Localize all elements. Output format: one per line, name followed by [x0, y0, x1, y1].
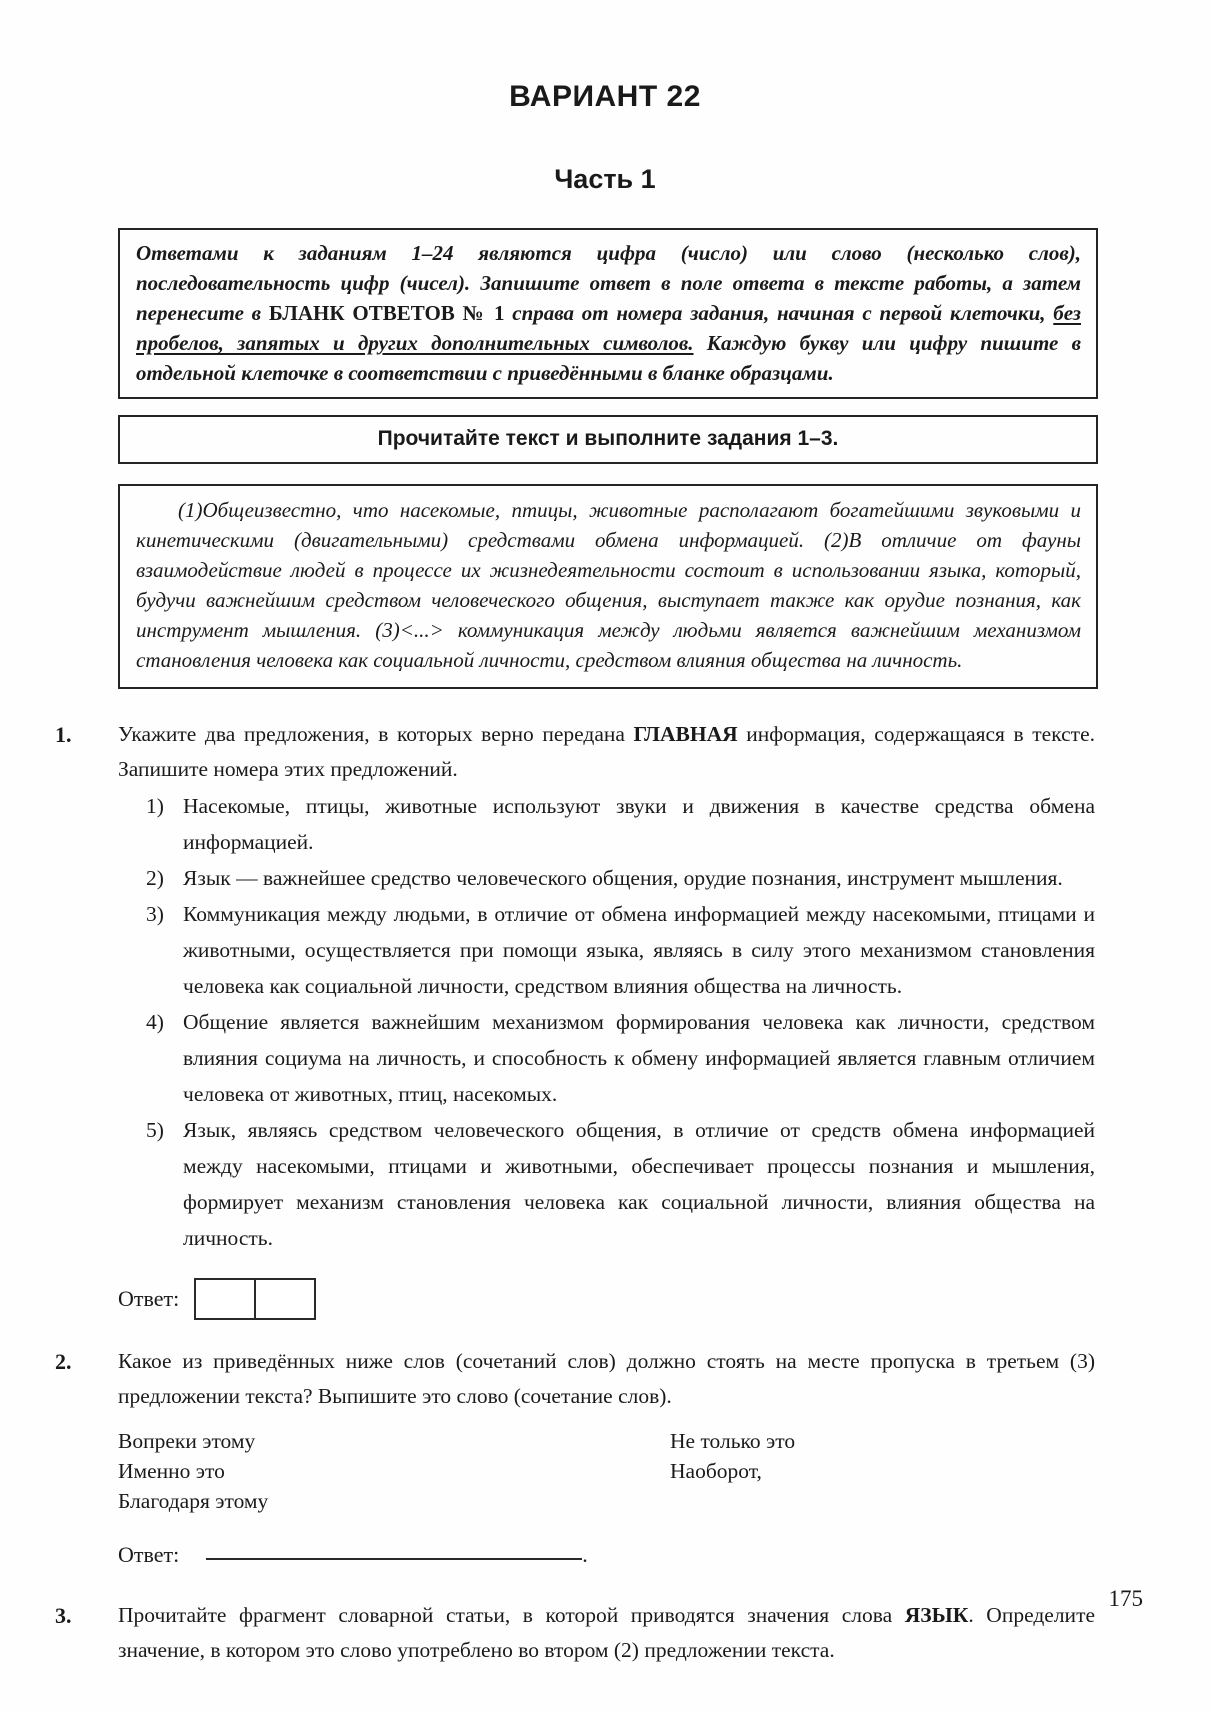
- question-2-prompt: Какое из приведённых ниже слов (сочетаний слов) должно стоять на месте пропуска в третьем (3) предложении текста? Выпишите это слово (сочетание слов).: [118, 1349, 1095, 1408]
- question-3-prompt-bold: ЯЗЫК: [904, 1603, 969, 1627]
- question-1-answer-cells[interactable]: [194, 1278, 316, 1320]
- reading-task-header-box: [118, 415, 1098, 464]
- option-2: [118, 860, 1095, 896]
- word-options-left-column: [118, 1426, 670, 1516]
- question-3-prompt-segment: Прочитайте фрагмент словарной статьи, в которой приводятся значения слова: [118, 1603, 905, 1627]
- question-1-options: [118, 788, 1095, 1256]
- question-2-word-options: [118, 1426, 1095, 1516]
- question-1-prompt-bold: ГЛАВНАЯ: [633, 722, 738, 746]
- question-2-answer-row: [118, 1542, 1095, 1568]
- instruction-segment: Ответами к заданиям 1–24 являются цифра (число) или слово (несколько слов), последовательность цифр (чисел). Запишите ответ в поле ответа в тексте работы, а затем перенесите в: [136, 241, 1081, 325]
- instruction-text: [136, 238, 1081, 388]
- option-3: [118, 896, 1095, 1004]
- question-2-answer-period: .: [582, 1542, 588, 1567]
- reading-task-header: Прочитайте текст и выполните задания 1–3.: [377, 427, 839, 450]
- option-3-number: 3): [146, 902, 164, 926]
- question-1: [55, 717, 1095, 1320]
- question-2-answer-label: Ответ:: [118, 1542, 180, 1567]
- question-3: [55, 1598, 1095, 1668]
- instruction-segment: справа от номера задания, начиная с первой клеточки,: [504, 301, 1054, 325]
- question-3-prompt: [118, 1598, 1095, 1668]
- question-1-answer-row: [118, 1278, 1095, 1320]
- question-2-number: 2.: [55, 1349, 72, 1374]
- option-4: [118, 1004, 1095, 1112]
- passage-box: [118, 484, 1098, 689]
- word-option: Не только это: [670, 1429, 796, 1453]
- answer-cell-2[interactable]: [254, 1280, 314, 1318]
- variant-title: ВАРИАНТ 22: [509, 80, 701, 113]
- word-option: Благодаря этому: [118, 1489, 269, 1513]
- option-2-text: Язык — важнейшее средство человеческого общения, орудие познания, инструмент мышления.: [183, 866, 1063, 890]
- answer-sheet-reference: БЛАНК ОТВЕТОВ № 1: [268, 301, 505, 325]
- option-1-text: Насекомые, птицы, животные используют звуки и движения в качестве средства обмена информацией.: [183, 794, 1095, 854]
- question-2-body: [118, 1344, 1095, 1568]
- word-option: Вопреки этому: [118, 1429, 256, 1453]
- instruction-box: [118, 228, 1098, 399]
- instruction-underlined-segment: без пробелов, запятых и других дополнительных символов.: [136, 301, 1081, 355]
- option-3-text: Коммуникация между людьми, в отличие от обмена информацией между насекомыми, птицами и животными, осуществляется при помощи языка, являясь в силу этого механизмом становления человека как социальной личности, средством влияния общества на личность.: [183, 902, 1095, 998]
- option-1-number: 1): [146, 794, 164, 818]
- word-options-right-column: [670, 1426, 1095, 1516]
- page-number: 175: [1108, 1586, 1143, 1611]
- question-1-prompt-segment: Укажите два предложения, в которых верно передана: [118, 722, 634, 746]
- word-option: Именно это: [118, 1459, 225, 1483]
- option-5-number: 5): [146, 1118, 164, 1142]
- question-3-body: [118, 1598, 1095, 1668]
- option-4-text: Общение является важнейшим механизмом формирования человека как личности, средством влияния социума на личность, и способность к обмену информацией является главным отличием человека от животных, птиц, насекомых.: [183, 1010, 1095, 1106]
- question-3-number: 3.: [55, 1603, 72, 1628]
- question-1-prompt-segment: информация, содержащаяся в тексте. Запишите номера этих предложений.: [118, 722, 1095, 781]
- option-5-text: Язык, являясь средством человеческого общения, в отличие от средств обмена информацией между насекомыми, птицами и животными, обеспечивает процессы познания и мышления, формирует механизм становления человека как социальной личности, влияния общества на личность.: [183, 1118, 1095, 1250]
- answer-cell-1[interactable]: [196, 1280, 254, 1318]
- word-option: Наоборот,: [670, 1459, 762, 1483]
- question-2: [55, 1344, 1095, 1568]
- question-1-number: 1.: [55, 722, 72, 747]
- question-2-answer-blank[interactable]: [206, 1557, 582, 1560]
- option-5: [118, 1112, 1095, 1256]
- instruction-segment: Каждую букву или цифру пишите в отдельной клеточке в соответствии с приведёнными в бланке образцами.: [136, 331, 1082, 385]
- question-1-body: [118, 717, 1095, 1320]
- passage-text: (1)Общеизвестно, что насекомые, птицы, животные располагают богатейшими звуковыми и кинетическими (двигательными) средствами обмена информацией. (2)В отличие от фауны взаимодействие людей в процессе их жизнедеятельности состоит в использовании языка, который, будучи важнейшим средством человеческого общения, выступает также как орудие познания, как инструмент мышления. (3)<...> коммуникация между людьми является важнейшим механизмом становления человека как социальной личности, средством влияния общества на личность.: [136, 498, 1081, 672]
- question-3-prompt-segment: . Определите значение, в котором это слово употреблено во втором (2) предложении текста.: [118, 1603, 1096, 1662]
- question-1-prompt: [118, 717, 1095, 787]
- option-4-number: 4): [146, 1010, 164, 1034]
- question-1-answer-label: Ответ:: [118, 1286, 180, 1311]
- option-1: [118, 788, 1095, 860]
- option-2-number: 2): [146, 866, 164, 890]
- part-title: Часть 1: [554, 164, 656, 194]
